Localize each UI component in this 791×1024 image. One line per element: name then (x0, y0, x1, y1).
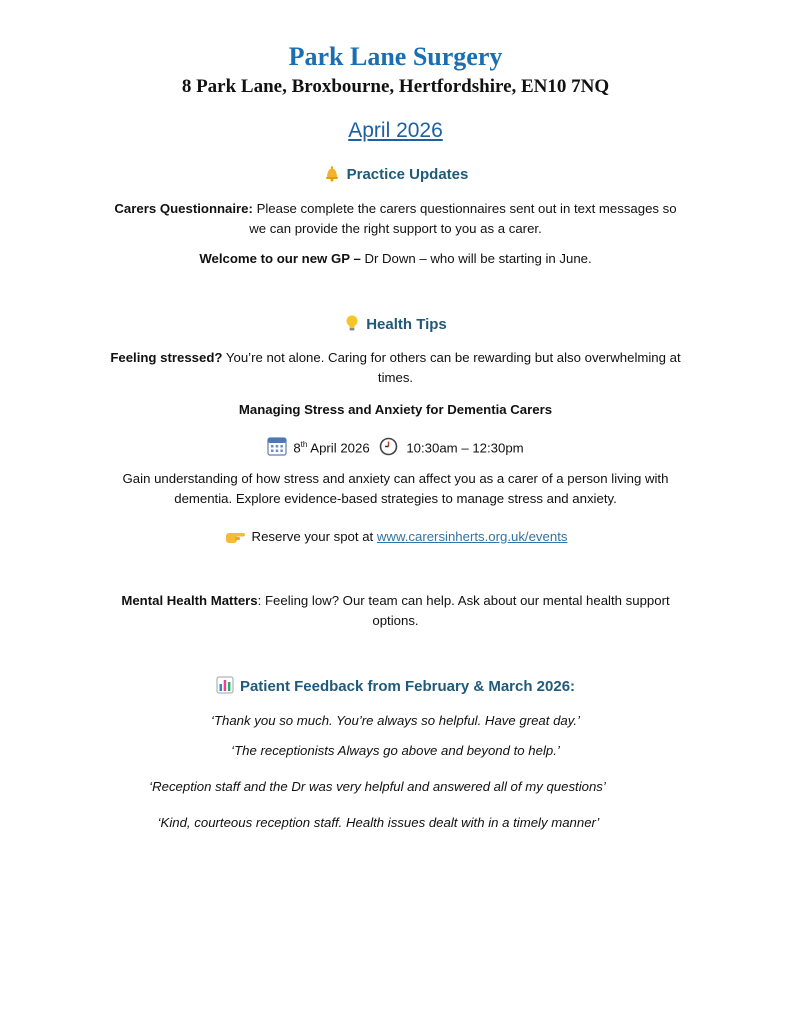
mental-health-paragraph (0, 591, 791, 631)
event-description (0, 469, 791, 509)
page-title: Park Lane Surgery (288, 42, 503, 71)
patient-feedback-heading (0, 676, 791, 698)
feedback-quote: ‘Kind, courteous reception staff. Health issues dealt with in a timely manner’ (157, 815, 600, 830)
event-date-rest: April 2026 (307, 440, 370, 456)
mental-text-2: options. (372, 613, 419, 628)
feedback-quote: ‘Thank you so much. You’re always so helpful. Have great day.’ (211, 713, 580, 728)
mental-text-1: : Feeling low? Our team can help. Ask about our mental health support (257, 593, 670, 608)
pointing-hand-icon (224, 527, 246, 551)
lightbulb-icon (344, 314, 360, 336)
event-datetime (0, 435, 791, 462)
newsletter-month: April 2026 (348, 119, 443, 142)
event-desc-2: dementia. Explore evidence-based strategies to manage stress and anxiety. (174, 491, 617, 506)
event-day: 8 (293, 440, 301, 456)
event-desc-1: Gain understanding of how stress and anxiety can affect you as a carer of a person living with (122, 471, 669, 486)
reserve-spot (0, 527, 791, 551)
bell-icon (323, 164, 341, 186)
feedback-quote: ‘Reception staff and the Dr was very helpful and answered all of my questions’ (149, 779, 606, 794)
gp-text: Dr Down – who will be starting in June. (360, 251, 592, 266)
practice-updates-label: Practice Updates (346, 166, 469, 183)
feedback-quote: ‘The receptionists Always go above and beyond to help.’ (231, 743, 560, 758)
patient-feedback-label: Patient Feedback from February & March 2026: (239, 678, 576, 695)
practice-updates-heading (0, 164, 791, 186)
gp-label: Welcome to our new GP – (199, 251, 361, 266)
carers-questionnaire-paragraph (0, 199, 791, 239)
carers-text-2: we can provide the right support to you as a carer. (249, 221, 542, 236)
clock-icon (379, 437, 398, 462)
health-tips-heading (0, 314, 791, 336)
carers-events-link[interactable]: www.carersinherts.org.uk/events (376, 529, 568, 544)
reserve-text: Reserve your spot at (251, 529, 377, 544)
event-title: Managing Stress and Anxiety for Dementia Carers (238, 402, 553, 417)
stressed-label: Feeling stressed? (110, 350, 223, 365)
surgery-address: 8 Park Lane, Broxbourne, Hertfordshire, EN10 7NQ (181, 76, 610, 97)
event-day-suffix: th (300, 440, 308, 449)
event-time: 10:30am – 12:30pm (406, 440, 524, 456)
carers-label: Carers Questionnaire: (114, 201, 253, 216)
new-gp-paragraph (0, 249, 791, 269)
feeling-stressed-paragraph (0, 348, 791, 388)
health-tips-label: Health Tips (366, 316, 447, 333)
stressed-text-1: You’re not alone. Caring for others can be rewarding but also overwhelming at (222, 350, 681, 365)
mental-label: Mental Health Matters (121, 593, 258, 608)
stressed-text-2: times. (377, 370, 414, 385)
carers-text-1: Please complete the carers questionnaires sent out in text messages so (252, 201, 677, 216)
bar-chart-icon (216, 676, 234, 698)
calendar-icon (267, 436, 287, 462)
